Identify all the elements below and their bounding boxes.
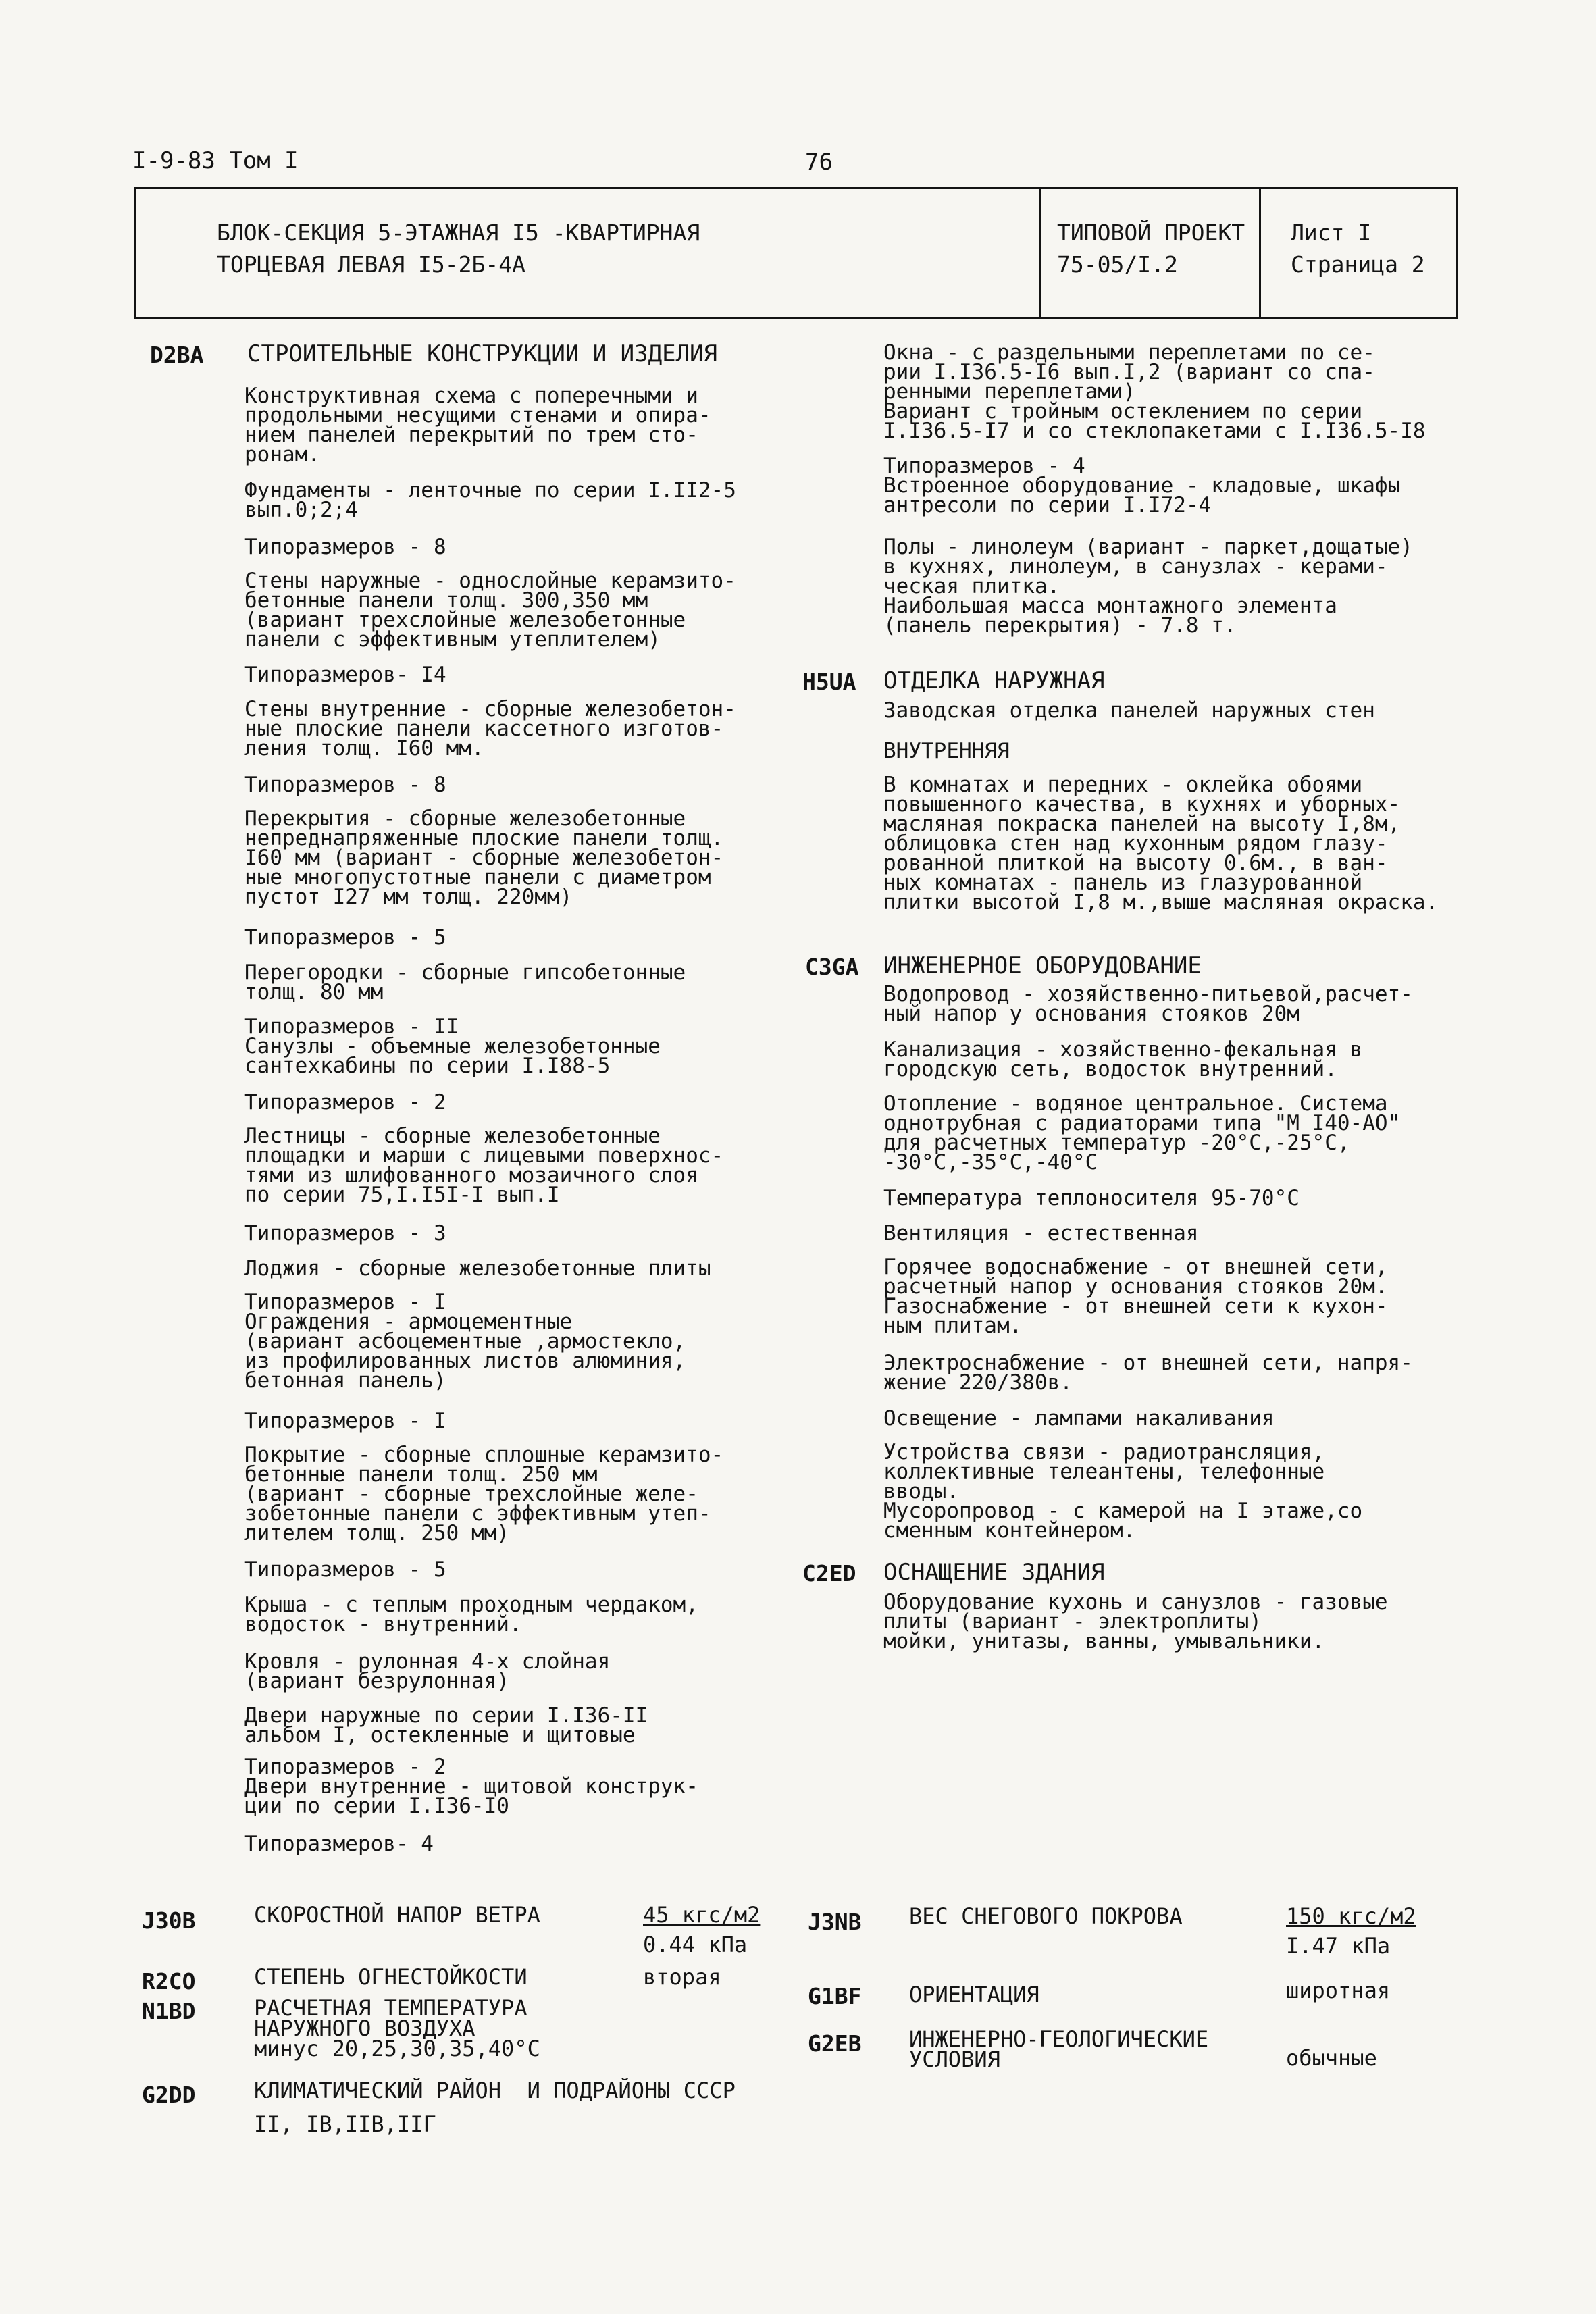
lc-block-3: Стены наружные - однослойные керамзито- бетонные панели толщ. 300,350 мм (вариант трехслойные железобетонные панели с эффективным утеплителем)	[244, 569, 736, 652]
series-label: I-9-83 Том I	[132, 147, 299, 174]
lc-block-15: Типоразмеров - I Ограждения - армоцементные (вариант асбоцементные ,армостекло, из профилированных листов алюминия, бетонная панель)	[244, 1290, 686, 1393]
section-heading-equipment: ОСНАЩЕНИЕ ЗДАНИЯ	[883, 1559, 1105, 1586]
rc-top-block-1: Типоразмеров - 4 Встроенное оборудование - кладовые, шкафы антресоли по серии I.I72-4	[883, 454, 1401, 517]
title-line-1: БЛОК-СЕКЦИЯ 5-ЭТАЖНАЯ I5 -КВАРТИРНАЯ	[217, 220, 700, 246]
eng-block-0: Водопровод - хозяйственно-питьевой,расчет- ный напор у основания стояков 20м	[883, 982, 1413, 1026]
section-code-engineering: C3GA	[805, 954, 859, 980]
br-label-1: ОРИЕНТАЦИЯ	[909, 1982, 1039, 2007]
bl-value-0: 45 кгс/м2	[643, 1902, 761, 1928]
section-heading-constructions: СТРОИТЕЛЬНЫЕ КОНСТРУКЦИИ И ИЗДЕЛИЯ	[247, 340, 717, 367]
bl-value2-0: 0.44 кПа	[643, 1932, 748, 1957]
sheet-line-2: Страница 2	[1291, 251, 1425, 278]
br-label-2: ИНЖЕНЕРНО-ГЕОЛОГИЧЕСКИЕ УСЛОВИЯ	[909, 2026, 1209, 2072]
br-code-1: G1BF	[808, 1983, 862, 2009]
lc-block-23: Типоразмеров- 4	[244, 1832, 434, 1856]
eng-block-7: Освещение - лампами накаливания	[883, 1406, 1275, 1431]
bl-code-0: J30B	[142, 1907, 196, 1934]
title-block	[134, 187, 1458, 319]
title-line-2: ТОРЦЕВАЯ ЛЕВАЯ I5-2Б-4А	[217, 251, 525, 278]
lc-block-10: Типоразмеров - II Санузлы - объемные железобетонные сантехкабины по серии I.I88-5	[244, 1014, 661, 1078]
rc-top-block-2: Полы - линолеум (вариант - паркет,дощатые) в кухнях, линолеум, в санузлах - керами- ческая плитка. Наибольшая масса монтажного элемента (панель перекрытия) - 7.8 т.	[883, 535, 1413, 638]
eng-block-3: Температура теплоносителя 95-70°С	[883, 1186, 1299, 1210]
lc-block-0: Конструктивная схема с поперечными и продольными несущими стенами и опира- нием панелей перекрытий по трем сто- ронам.	[244, 384, 711, 467]
bl-label-2: РАСЧЕТНАЯ ТЕМПЕРАТУРА НАРУЖНОГО ВОЗДУХА минус 20,25,30,35,40°С	[254, 1995, 540, 2061]
section-code-constructions: D2BA	[150, 342, 204, 368]
lc-block-19: Крыша - с теплым проходным чердаком, водосток - внутренний.	[244, 1593, 698, 1637]
finish-inner-heading: ВНУТРЕННЯЯ	[883, 739, 1010, 763]
bl-label-0: СКОРОСТНОЙ НАПОР ВЕТРА	[254, 1902, 540, 1928]
section-code-equipment: C2ED	[802, 1560, 856, 1587]
eng-block-5: Горячее водоснабжение - от внешней сети, расчетный напор у основания стояков 20м. Газоснабжение - от внешней сети к кухон- ным плитам.	[883, 1255, 1388, 1338]
br-value-2: обычные	[1286, 2045, 1377, 2071]
section-heading-engineering: ИНЖЕНЕРНОЕ ОБОРУДОВАНИЕ	[883, 952, 1202, 979]
lc-block-12: Лестницы - сборные железобетонные площадки и марши с лицевыми поверхнос- тями из шлифованного мозаичного слоя по серии 75,I.I5I-I вып.I	[244, 1124, 724, 1207]
title-cell	[136, 189, 1041, 317]
eng-block-1: Канализация - хозяйственно-фекальная в городскую сеть, водосток внутренний.	[883, 1037, 1363, 1081]
lc-block-17: Покрытие - сборные сплошные керамзито- бетонные панели толщ. 250 мм (вариант - сборные трехслойные желе- зобетонные панели с эффективным утеп- лителем толщ. 250 мм)	[244, 1443, 724, 1545]
br-value-1: широтная	[1286, 1978, 1391, 2003]
rc-top-block-0: Окна - с раздельными переплетами по се- рии I.I36.5-I6 вып.I,2 (вариант со спа- ренными переплетами) Вариант с тройным остеклением по серии I.I36.5-I7 и со стеклопакетами с I.I36.5-I8	[883, 340, 1426, 443]
br-value-0: 150 кгс/м2	[1286, 1903, 1416, 1929]
lc-block-21: Двери наружные по серии I.I36-II альбом I, остекленные и щитовые	[244, 1703, 648, 1747]
lc-block-6: Типоразмеров - 8	[244, 773, 446, 797]
lc-block-1: Фундаменты - ленточные по серии I.II2-5 вып.0;2;4	[244, 478, 736, 522]
section-heading-finish: ОТДЕЛКА НАРУЖНАЯ	[883, 667, 1105, 694]
br-label-0: ВЕС СНЕГОВОГО ПОКРОВА	[909, 1903, 1183, 1929]
lc-block-13: Типоразмеров - 3	[244, 1221, 446, 1245]
lc-block-16: Типоразмеров - I	[244, 1409, 446, 1433]
bl-code-1: R2CO	[142, 1968, 196, 1995]
eng-block-4: Вентиляция - естественная	[883, 1221, 1199, 1245]
finish-inner-text: В комнатах и передних - оклейка обоями повышенного качества, в кухнях и уборных- масляная покраска панелей на высоту I,8м, облицовка стен над кухонным рядом глазу- рованной плиткой на высоту 0.6м., в ван- ных комнатах - панель из глазурованной плитки высотой I,8 м.,выше масляная окраска.	[883, 773, 1439, 915]
bl-value-1: вторая	[643, 1964, 721, 1990]
br-value2-0: I.47 кПа	[1286, 1933, 1391, 1959]
lc-block-5: Стены внутренние - сборные железобетон- ные плоские панели кассетного изготов- ления толщ. I60 мм.	[244, 697, 736, 761]
lc-block-11: Типоразмеров - 2	[244, 1090, 446, 1114]
sheet-cell	[1261, 189, 1456, 317]
lc-block-22: Типоразмеров - 2 Двери внутренние - щитовой конструк- ции по серии I.I36-I0	[244, 1755, 698, 1818]
section-code-finish: H5UA	[802, 669, 856, 695]
lc-block-20: Кровля - рулонная 4-х слойная (вариант безрулонная)	[244, 1649, 611, 1693]
lc-block-2: Типоразмеров - 8	[244, 535, 446, 559]
project-line-1: ТИПОВОЙ ПРОЕКТ	[1057, 220, 1245, 246]
lc-block-4: Типоразмеров- I4	[244, 663, 446, 687]
bl-value-3: II, IВ,IIВ,IIГ	[254, 2111, 436, 2137]
lc-block-8: Типоразмеров - 5	[244, 925, 446, 950]
page-number: 76	[805, 149, 833, 176]
lc-block-18: Типоразмеров - 5	[244, 1558, 446, 1582]
eng-block-8: Устройства связи - радиотрансляция, коллективные телеантены, телефонные вводы. Мусоропровод - с камерой на I этаже,со сменным контейнером.	[883, 1440, 1363, 1543]
lc-block-9: Перегородки - сборные гипсобетонные толщ. 80 мм	[244, 960, 686, 1004]
finish-text: Заводская отделка панелей наружных стен	[883, 698, 1375, 723]
lc-block-7: Перекрытия - сборные железобетонные непреднапряженные плоские панели толщ. I60 мм (вариант - сборные железобетон- ные многопустотные панели с диаметром пустот I27 мм толщ. 220мм)	[244, 806, 724, 909]
bl-label-1: СТЕПЕНЬ ОГНЕСТОЙКОСТИ	[254, 1964, 527, 1990]
bl-code-3: G2DD	[142, 2082, 196, 2108]
sheet-line-1: Лист I	[1291, 220, 1372, 246]
bl-label-3: КЛИМАТИЧЕСКИЙ РАЙОН И ПОДРАЙОНЫ СССР	[254, 2078, 736, 2103]
project-line-2: 75-05/I.2	[1057, 251, 1178, 278]
eng-block-6: Электроснабжение - от внешней сети, напря- жение 220/380в.	[883, 1351, 1413, 1395]
br-code-2: G2EB	[808, 2030, 862, 2057]
lc-block-14: Лоджия - сборные железобетонные плиты	[244, 1256, 711, 1281]
bl-code-2: N1BD	[142, 1998, 196, 2024]
br-code-0: J3NB	[808, 1909, 862, 1935]
equipment-text: Оборудование кухонь и санузлов - газовые плиты (вариант - электроплиты) мойки, унитазы, ванны, умывальники.	[883, 1590, 1388, 1653]
project-cell	[1041, 189, 1261, 317]
eng-block-2: Отопление - водяное центральное. Система однотрубная с радиаторами типа "М I40-АО" для расчетных температур -20°С,-25°С, -30°С,-35°С,-40°С	[883, 1091, 1401, 1175]
